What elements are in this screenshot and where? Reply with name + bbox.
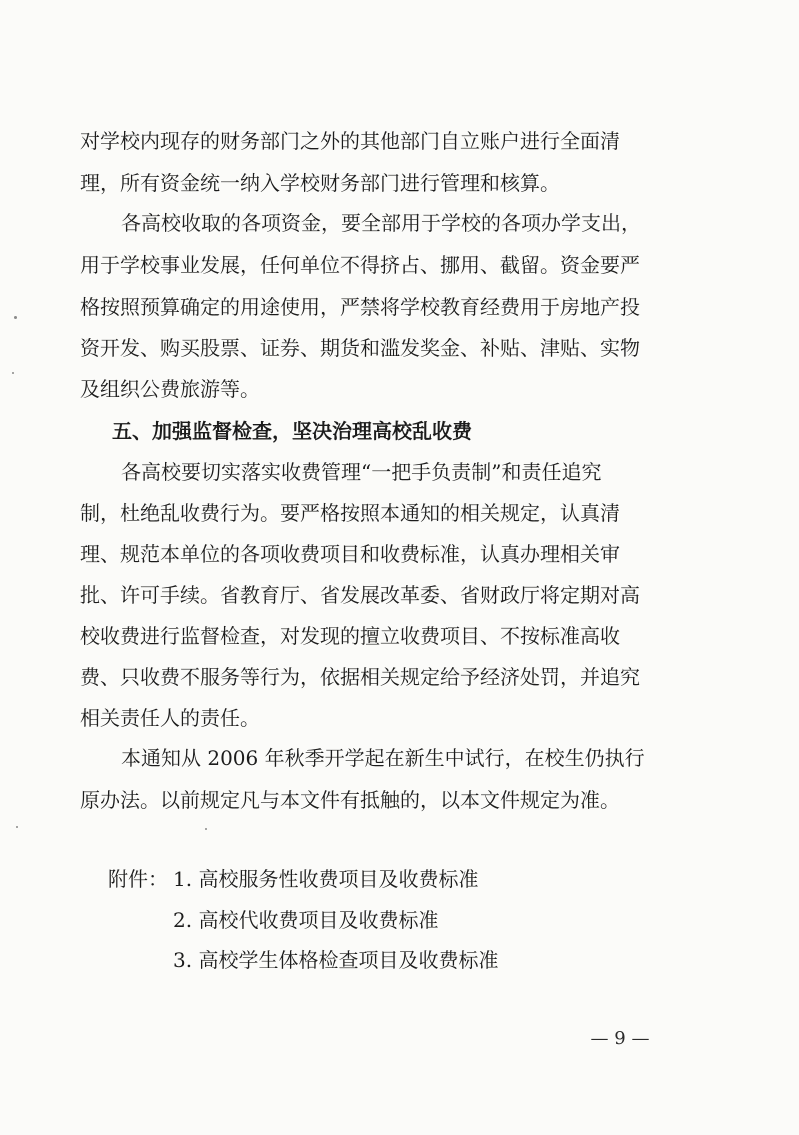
paragraph-line: 各高校要切实落实收费管理“一把手负责制”和责任追究: [121, 460, 602, 484]
paragraph-line: 各高校收取的各项资金，要全部用于学校的各项办学支出，: [121, 211, 641, 235]
page-number: — 9 —: [590, 1028, 650, 1049]
paragraph-line: 用于学校事业发展，任何单位不得挤占、挪用、截留。资金要严: [80, 253, 640, 277]
attachment-item: 3. 高校学生体格检查项目及收费标准: [173, 948, 499, 972]
paragraph-line: 费、只收费不服务等行为，依据相关规定给予经济处罚，并追究: [80, 665, 640, 689]
attachment-item: 1. 高校服务性收费项目及收费标准: [173, 867, 479, 891]
paragraph-line: 本通知从 2006 年秋季开学起在新生中试行，在校生仍执行: [121, 746, 645, 770]
attachment-item: 2. 高校代收费项目及收费标准: [173, 908, 439, 932]
attachments-label: 附件：: [108, 867, 168, 891]
paragraph-line: 理，所有资金统一纳入学校财务部门进行管理和核算。: [80, 171, 560, 195]
scan-speck: [14, 316, 17, 319]
scan-speck: [205, 828, 207, 830]
paragraph-line: 相关责任人的责任。: [80, 706, 260, 730]
paragraph-line: 原办法。以前规定凡与本文件有抵触的，以本文件规定为准。: [80, 788, 620, 812]
paragraph-line: 校收费进行监督检查，对发现的擅立收费项目、不按标准高收: [80, 624, 620, 648]
scan-speck: [16, 826, 18, 828]
paragraph-line: 资开发、购买股票、证券、期货和滥发奖金、补贴、津贴、实物: [80, 336, 640, 360]
paragraph-line: 对学校内现存的财务部门之外的其他部门自立账户进行全面清: [80, 129, 620, 153]
paragraph-line: 制，杜绝乱收费行为。要严格按照本通知的相关规定，认真清: [80, 501, 620, 525]
paragraph-line: 及组织公费旅游等。: [80, 377, 260, 401]
section-heading: 五、加强监督检查，坚决治理高校乱收费: [112, 419, 472, 443]
paragraph-line: 格按照预算确定的用途使用，严禁将学校教育经费用于房地产投: [80, 295, 640, 319]
scan-speck: [12, 372, 14, 374]
paragraph-line: 批、许可手续。省教育厅、省发展改革委、省财政厅将定期对高: [80, 583, 640, 607]
paragraph-line: 理、规范本单位的各项收费项目和收费标准，认真办理相关审: [80, 542, 620, 566]
